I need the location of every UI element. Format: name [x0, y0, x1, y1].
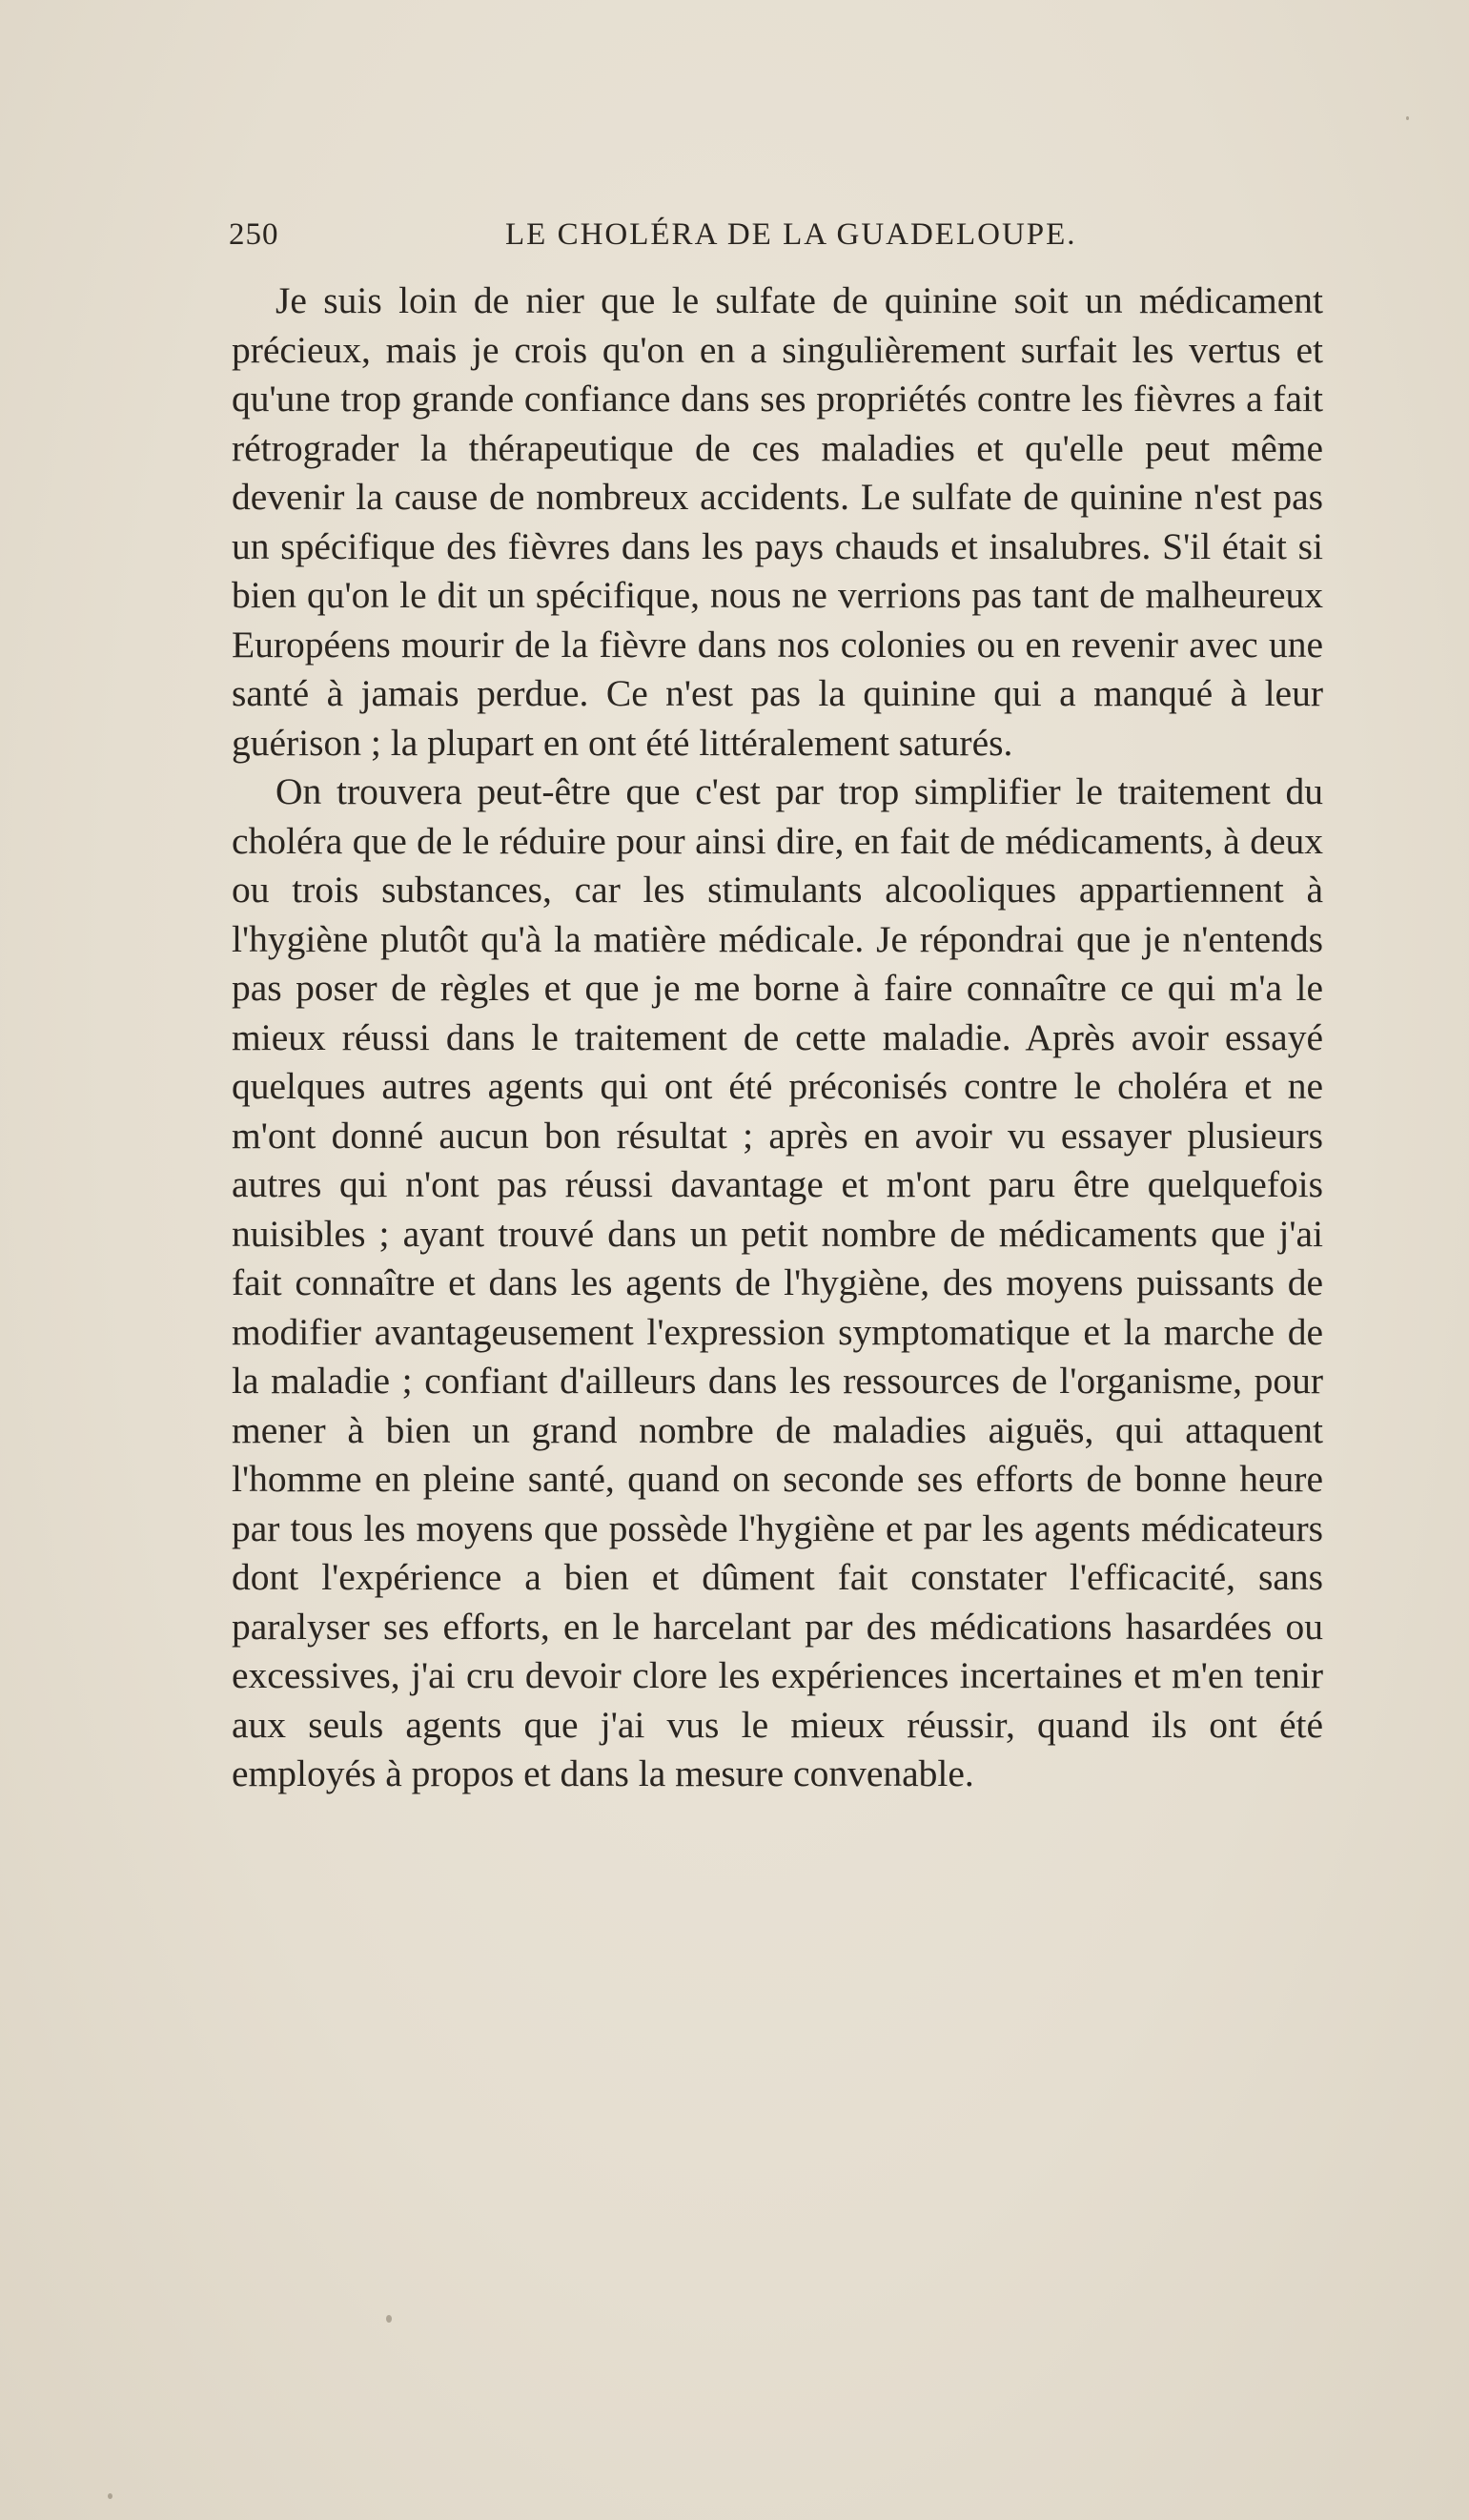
- running-title: LE CHOLÉRA DE LA GUADELOUPE.: [505, 217, 1077, 252]
- running-head: [229, 217, 1335, 256]
- paper-speck: [108, 2493, 112, 2499]
- paragraph: On trouvera peut-être que c'est par trop simplifier le traitement du choléra que de le réduire pour ainsi dire, en fait de médicaments, à deux ou trois substances, car les stimulants alcooliques appartiennent à l'hygiène plutôt qu'à la matière médicale. Je répondrai que je n'entends pas poser de règles et que je me borne à faire connaître ce qui m'a le mieux réussi dans le traitement de cette maladie. Après avoir essayé quelques autres agents qui ont été préconisés contre le choléra et ne m'ont donné aucun bon résultat ; après en avoir vu essayer plusieurs autres qui n'ont pas réussi davantage et m'ont paru être quelquefois nuisibles ; ayant trouvé dans un petit nombre de médicaments que j'ai fait connaître et dans les agents de l'hygiène, des moyens puissants de modifier avantageusement l'expression symptomatique et la marche de la maladie ; confiant d'ailleurs dans les ressources de l'organisme, pour mener à bien un grand nombre de maladies aiguës, qui attaquent l'homme en pleine santé, quand on seconde ses efforts de bonne heure par tous les moyens que possède l'hygiène et par les agents médicateurs dont l'expérience a bien et dûment fait constater l'efficacité, sans paralyser ses efforts, en le harcelant par des médications hasardées ou excessives, j'ai cru devoir clore les expériences incertaines et m'en tenir aux seuls agents que j'ai vus le mieux réussir, quand ils ont été employés à propos et dans la mesure convenable.: [232, 770, 1323, 1794]
- paragraph: Je suis loin de nier que le sulfate de quinine soit un médicament précieux, mais je crois qu'on en a singulièrement surfait les vertus et qu'une trop grande confiance dans ses propriétés contre les fièvres a fait rétrograder la thérapeutique de ces maladies et qu'elle peut même devenir la cause de nombreux accidents. Le sulfate de quinine n'est pas un spécifique des fièvres dans les pays chauds et insalubres. S'il était si bien qu'on le dit un spécifique, nous ne verrions pas tant de malheureux Européens mourir de la fièvre dans nos colonies ou en revenir avec une santé à jamais perdue. Ce n'est pas la quinine qui a manqué à leur guérison ; la plupart en ont été littéralement saturés.: [232, 279, 1323, 764]
- paper-speck: [1406, 116, 1409, 120]
- body-text: [232, 277, 1323, 1799]
- page-number: 250: [229, 217, 279, 252]
- paper-speck: [386, 2315, 392, 2323]
